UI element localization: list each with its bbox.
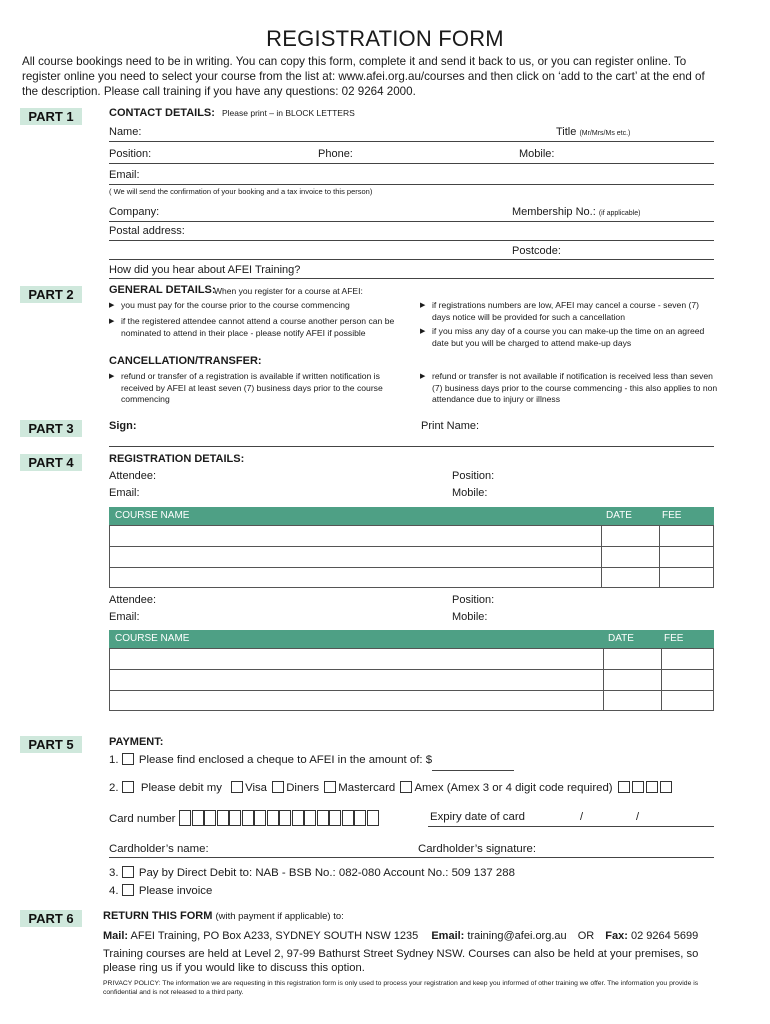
sign-label: Sign: (109, 420, 137, 432)
card-digit-box[interactable] (242, 810, 254, 826)
card-digit-box[interactable] (229, 810, 241, 826)
cardholder-signature-label: Cardholder’s signature: (418, 843, 536, 855)
general-bullet: ▶ if you miss any day of a course you can make-up the time on an agreed date but you will be charged to attend make-up days (418, 326, 718, 349)
card-digit-box[interactable] (354, 810, 366, 826)
part-1-label: PART 1 (20, 108, 82, 125)
attendee-email-label: Email: (109, 611, 140, 623)
general-bullet: ▶ you must pay for the course prior to the course commencing (107, 300, 407, 312)
payment-option-3: 3. Pay by Direct Debit to: NAB - BSB No.: 082-080 Account No.: 509 137 288 (109, 867, 515, 879)
title-label: Title (Mr/Mrs/Ms etc.) (556, 126, 631, 138)
amex-code-box[interactable] (618, 781, 630, 793)
course-name-cell[interactable] (110, 568, 601, 587)
mastercard-checkbox[interactable] (324, 781, 336, 793)
course-name-cell[interactable] (110, 649, 603, 669)
course-name-cell[interactable] (110, 691, 603, 710)
date-header: DATE (608, 633, 634, 644)
how-heard-label: How did you hear about AFEI Training? (109, 264, 301, 276)
position-label: Position: (109, 148, 152, 160)
card-digit-box[interactable] (304, 810, 316, 826)
debit-checkbox[interactable] (122, 781, 134, 793)
amex-code-box[interactable] (660, 781, 672, 793)
part-3-label: PART 3 (20, 420, 82, 437)
cardholder-line (109, 857, 714, 858)
return-form-heading: RETURN THIS FORM (with payment if applicable) to: (103, 910, 344, 922)
expiry-input[interactable] (530, 811, 710, 826)
email-input[interactable] (145, 169, 710, 184)
phone-label: Phone: (318, 148, 353, 160)
attendee-mobile-label: Mobile: (452, 487, 488, 499)
membership-label: Membership No.: (if applicable) (512, 206, 641, 218)
course-table-header (109, 507, 714, 525)
card-digit-box[interactable] (217, 810, 229, 826)
payment-option-4: 4. Please invoice (109, 885, 213, 897)
name-line (109, 141, 714, 142)
intro-text: All course bookings need to be in writing. You can copy this form, complete it and send it back to us, or you can register online. To register online you need to select your course from the list at: www.afei.org.au/courses and then click on ‘add to the cart’ at the end of the description. Please call training if you have any questions: 02 9264 2000. (22, 55, 705, 98)
general-details-note: When you register for a course at AFEI: (214, 286, 363, 296)
card-digit-box[interactable] (192, 810, 204, 826)
cheque-amount-line (432, 770, 514, 771)
cancellation-bullet: ▶ refund or transfer is not available if notification is received less than seven (7) business days prior to the course commencing - this also applies to non attendance due to injury or illness (418, 371, 718, 406)
how-heard-line (109, 278, 714, 279)
course-name-cell[interactable] (110, 547, 601, 567)
diners-checkbox[interactable] (272, 781, 284, 793)
payment-option-1: 1. Please find enclosed a cheque to AFEI in the amount of: $ (109, 754, 433, 766)
course-name-header: COURSE NAME (115, 510, 190, 521)
amex-code-box[interactable] (632, 781, 644, 793)
course-table-header (109, 630, 714, 648)
mobile-label: Mobile: (519, 148, 555, 160)
amex-code-box[interactable] (646, 781, 658, 793)
attendee-position-label: Position: (452, 470, 495, 482)
attendee-label: Attendee: (109, 470, 157, 482)
page-title: REGISTRATION FORM (266, 26, 504, 51)
invoice-checkbox[interactable] (122, 884, 134, 896)
postal-line (109, 240, 714, 241)
return-contacts: Mail: AFEI Training, PO Box A233, SYDNEY SOUTH NSW 1235 Email: training@afei.org.au OR Fax: 02 9264 5699 (103, 930, 699, 942)
postcode-line (109, 259, 714, 260)
card-number-row: Card number (109, 810, 379, 826)
privacy-policy: PRIVACY POLICY: The information we are requesting in this registration form is only used to process your registration and keep you informed of other training we offer. The information you provide is confidential and is not released to a third party. (103, 980, 699, 996)
course-table-body (109, 648, 714, 711)
print-name-label: Print Name: (421, 420, 480, 432)
postcode-label: Postcode: (512, 245, 561, 257)
print-name-input[interactable] (485, 432, 710, 446)
general-details-heading: GENERAL DETAILS: (109, 284, 216, 296)
card-digit-box[interactable] (279, 810, 291, 826)
fee-header: FEE (664, 633, 684, 644)
registration-details-heading: REGISTRATION DETAILS: (109, 453, 245, 465)
courses-note: Training courses are held at Level 2, 97-99 Bathurst Street Sydney NSW. Courses can also be held at your premises, so please ring us if you would like to discuss this option. (103, 948, 699, 974)
cancellation-bullet: ▶ refund or transfer of a registration is available if written notification is received by AFEI at least seven (7) business days prior to the course commencing (107, 371, 407, 406)
cardholder-name-label: Cardholder’s name: (109, 843, 209, 855)
block-letters-note: Please print – in BLOCK LETTERS (222, 108, 355, 118)
part-6-label: PART 6 (20, 910, 82, 927)
cancellation-heading: CANCELLATION/TRANSFER: (109, 355, 262, 367)
part-2-label: PART 2 (20, 286, 82, 303)
company-label: Company: (109, 206, 160, 218)
attendee-mobile-label: Mobile: (452, 611, 488, 623)
part-5-label: PART 5 (20, 736, 82, 753)
payment-heading: PAYMENT: (109, 736, 164, 748)
general-bullet: ▶ if registrations numbers are low, AFEI may cancel a course - seven (7) days notice will be provided for such a cancellation (418, 300, 718, 323)
course-name-cell[interactable] (110, 670, 603, 690)
contact-details-heading: CONTACT DETAILS: (109, 107, 215, 119)
sign-line (109, 446, 714, 447)
expiry-slash: / (636, 811, 640, 823)
email-label: Email: (109, 169, 140, 181)
cheque-checkbox[interactable] (122, 753, 134, 765)
card-digit-box[interactable] (292, 810, 304, 826)
course-name-cell[interactable] (110, 526, 601, 546)
direct-debit-checkbox[interactable] (122, 866, 134, 878)
general-bullet: ▶ if the registered attendee cannot attend a course another person can be nominated to attend in their place - please notify AFEI if possible (107, 316, 407, 339)
name-label: Name: (109, 126, 142, 138)
email-line (109, 184, 714, 185)
card-digit-box[interactable] (267, 810, 279, 826)
course-name-header: COURSE NAME (115, 633, 190, 644)
expiry-label: Expiry date of card (430, 811, 525, 823)
payment-option-2: 2. Please debit my Visa Diners Mastercard Amex (Amex 3 or 4 digit code required) (109, 781, 674, 794)
card-digit-box[interactable] (317, 810, 329, 826)
date-header: DATE (606, 510, 632, 521)
part-4-label: PART 4 (20, 454, 82, 471)
attendee-label: Attendee: (109, 594, 157, 606)
position-line (109, 163, 714, 164)
card-digit-box[interactable] (367, 810, 379, 826)
card-digit-box[interactable] (179, 810, 191, 826)
company-line (109, 221, 714, 222)
expiry-slash: / (580, 811, 584, 823)
expiry-line (428, 826, 714, 827)
card-digit-box[interactable] (342, 810, 354, 826)
amex-checkbox[interactable] (400, 781, 412, 793)
attendee-email-label: Email: (109, 487, 140, 499)
card-digit-box[interactable] (204, 810, 216, 826)
email-note: ( We will send the confirmation of your booking and a tax invoice to this person) (109, 187, 373, 196)
postal-address-label: Postal address: (109, 225, 185, 237)
name-input[interactable] (150, 126, 545, 141)
fee-header: FEE (662, 510, 682, 521)
card-digit-box[interactable] (329, 810, 341, 826)
sign-input[interactable] (140, 432, 410, 446)
visa-checkbox[interactable] (231, 781, 243, 793)
course-table-body (109, 525, 714, 588)
attendee-position-label: Position: (452, 594, 495, 606)
card-digit-box[interactable] (254, 810, 266, 826)
